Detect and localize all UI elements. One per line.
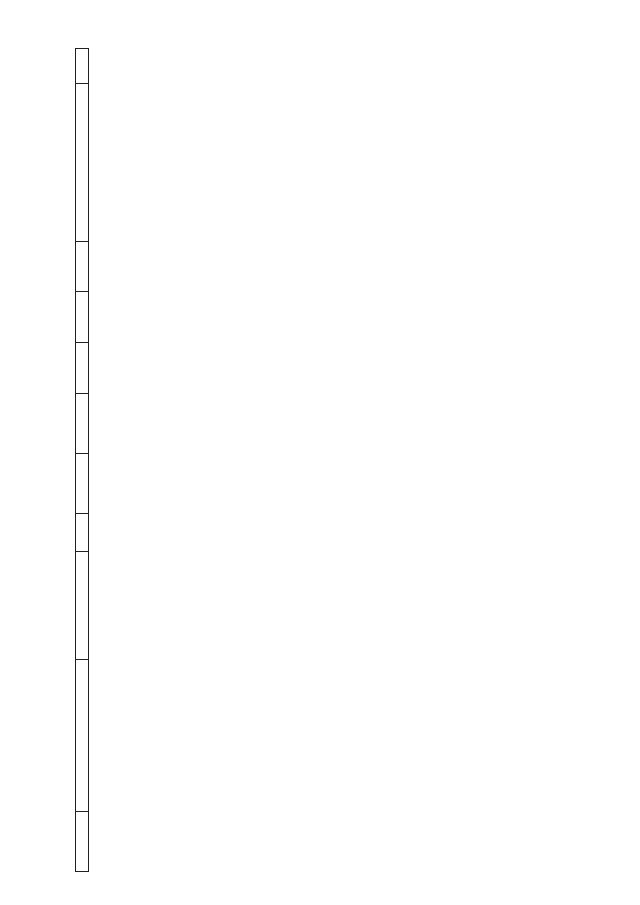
- column-number: [76, 292, 89, 343]
- column-number: [76, 49, 89, 84]
- column-number: [76, 83, 89, 241]
- column-number: [76, 812, 89, 872]
- column-number-row: [76, 49, 89, 872]
- column-number: [76, 342, 89, 393]
- column-number: [76, 393, 89, 453]
- column-number: [76, 551, 89, 659]
- rotated-page-content: [75, 48, 552, 872]
- column-number: [76, 241, 89, 292]
- column-number: [76, 453, 89, 513]
- column-number: [76, 513, 89, 551]
- column-number: [76, 659, 89, 811]
- program-table: [75, 48, 89, 872]
- table-body: [76, 49, 89, 872]
